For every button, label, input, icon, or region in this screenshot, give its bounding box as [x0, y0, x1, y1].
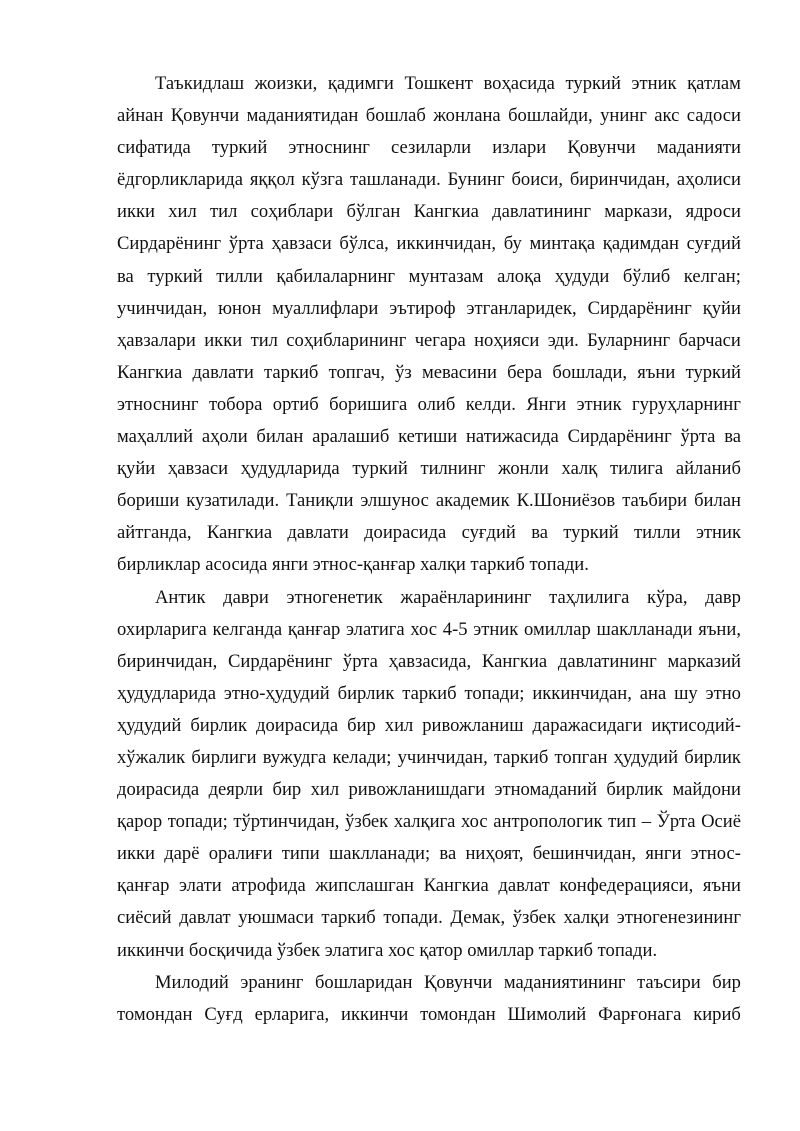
word: Осиё: [701, 811, 741, 833]
word: ҳавзаси: [271, 233, 332, 255]
word: яққол: [249, 169, 295, 191]
word: қанғар: [117, 875, 170, 897]
text-line: иккинчи босқичида ўзбек элатига хос қатор омиллар таркиб топади.: [117, 939, 658, 961]
word: халқи: [563, 907, 610, 929]
word: этногенетик: [286, 586, 383, 608]
word: маданиятидан: [246, 105, 359, 127]
word: этник: [695, 522, 741, 544]
text-line: [117, 421, 741, 453]
word: қуйи: [702, 297, 741, 319]
word: эътироф: [389, 297, 456, 319]
word: минтақа: [529, 233, 596, 255]
text-line: [117, 453, 741, 485]
word: излари: [492, 137, 547, 159]
word: келади;: [332, 746, 392, 768]
word: Сирдарёнинг: [567, 426, 672, 448]
word: келганда: [212, 618, 283, 640]
word: шу: [674, 682, 698, 704]
word: юнон: [218, 297, 262, 319]
word: маркази,: [604, 201, 673, 223]
word: учинчидан,: [117, 297, 208, 319]
word: доирасида: [255, 714, 339, 736]
word: ҳавзалари: [117, 329, 196, 351]
word: ҳудудларида: [240, 458, 340, 480]
word: бошлади,: [552, 361, 628, 383]
word: таркиб: [402, 682, 457, 704]
text-line: [117, 838, 741, 870]
word: бўлса,: [339, 233, 389, 255]
word: этно-ҳудудий: [223, 682, 330, 704]
word: қарор: [117, 811, 163, 833]
word: ва: [531, 522, 548, 544]
word: ана: [639, 682, 667, 704]
word: давр: [705, 586, 741, 608]
word: этник: [473, 618, 519, 640]
word: бирлик: [684, 746, 741, 768]
word: элатига: [346, 618, 405, 640]
word: тилли: [216, 265, 263, 287]
text-line: [117, 485, 741, 517]
word: қанғар: [287, 618, 341, 640]
text-line: [117, 68, 741, 100]
text-line: [117, 325, 741, 357]
word: тил: [210, 201, 238, 223]
word: воҳасида: [483, 73, 555, 94]
word: туркий: [352, 458, 408, 480]
paragraph: [117, 582, 741, 967]
word: шаклланади;: [328, 843, 431, 865]
word: давлатининг: [492, 201, 591, 223]
word: вужудга: [262, 746, 327, 768]
word: таъсири: [637, 971, 701, 993]
word: иқтисодий-: [651, 714, 741, 736]
word: билан: [256, 426, 304, 448]
text-line: [117, 100, 741, 132]
word: Антик: [155, 586, 206, 608]
word: яъни: [702, 875, 741, 897]
text-line: [117, 646, 741, 678]
word: хил: [384, 714, 414, 736]
word: қадимдан: [602, 233, 679, 255]
word: билан: [694, 490, 741, 512]
word: этногенезининг: [616, 907, 741, 929]
word: оралиғи: [208, 843, 273, 865]
word: бирлик: [337, 682, 395, 704]
word: бир: [712, 971, 741, 993]
word: бирлик: [190, 714, 248, 736]
word: жонлана: [433, 105, 501, 127]
text-line: [117, 582, 741, 614]
word: маданияти: [656, 137, 741, 159]
word: иккинчидан,: [532, 682, 632, 704]
word: ҳудудий: [117, 714, 182, 736]
word: икки: [117, 843, 155, 865]
word: маданиятининг: [503, 971, 626, 993]
word: таҳлилига: [549, 586, 630, 608]
word: алоқа: [497, 265, 542, 287]
word: Милодий: [155, 971, 229, 993]
word: туркий: [565, 73, 621, 94]
word: Кангкиа: [481, 650, 548, 672]
word: иккинчи: [341, 1003, 409, 1025]
word: этник: [631, 73, 677, 94]
text-line: [117, 164, 741, 196]
word: Таниқли: [286, 490, 354, 512]
word: охирларига: [117, 618, 207, 640]
word: гуруҳларнинг: [632, 393, 741, 415]
word: қабилаларнинг: [276, 265, 396, 287]
word: жоизки,: [254, 73, 318, 94]
word: Шимолий: [507, 1003, 587, 1025]
word: натижасида: [465, 426, 559, 448]
word: этноснинг: [288, 137, 370, 159]
word: бўлиб: [622, 265, 671, 287]
text-line: [117, 293, 741, 325]
word: ҳавзасида,: [388, 650, 472, 672]
word: бошлайди,: [508, 105, 593, 127]
word: деярли: [208, 779, 264, 801]
word: –: [641, 811, 652, 833]
text-line: [117, 870, 741, 902]
word: ва: [724, 426, 741, 448]
word: бўлган: [346, 201, 401, 223]
word: Қовунчи: [567, 137, 636, 159]
word: ривожланиш: [422, 714, 524, 736]
word: бир: [272, 779, 302, 801]
word: хўжалик: [117, 746, 186, 768]
word: хос: [461, 811, 488, 833]
word: таркиб: [493, 746, 549, 768]
word: биринчидан,: [117, 650, 218, 672]
word: Янги: [526, 393, 567, 415]
word: тип: [608, 811, 637, 833]
word: ҳудудий: [613, 746, 679, 768]
word: сифатида: [117, 137, 191, 159]
word: унинг: [600, 105, 647, 127]
text-line: [117, 742, 741, 774]
word: этганларидек,: [466, 297, 577, 319]
word: янги: [645, 843, 682, 865]
word: бирлик: [606, 779, 664, 801]
word: Демак,: [450, 907, 506, 929]
word: туркий: [685, 361, 741, 383]
word: конфедерацияси,: [559, 875, 694, 897]
text-line: [117, 196, 741, 228]
word: бошларидан: [314, 971, 413, 993]
word: хос: [410, 618, 438, 640]
word: Тошкент: [404, 73, 473, 94]
word: бешинчидан,: [532, 843, 637, 865]
word: Ўрта: [656, 811, 696, 833]
word: қуйи: [117, 458, 156, 480]
word: бошлаб: [365, 105, 426, 127]
word: топади;: [167, 811, 228, 833]
word: олиб: [417, 393, 456, 415]
word: эди.: [547, 329, 579, 351]
word: топгач,: [328, 361, 385, 383]
word: сезиларли: [391, 137, 472, 159]
word: элати: [178, 875, 222, 897]
word: ва: [117, 265, 134, 287]
paragraph: [117, 967, 741, 1031]
word: тўртинчидан,: [233, 811, 340, 833]
word: этномаданий: [494, 779, 597, 801]
word: Бунинг: [447, 169, 505, 191]
word: доирасида: [117, 779, 200, 801]
word: ўрта: [228, 233, 264, 255]
word: туркий: [211, 137, 268, 159]
word: уюшмаси: [238, 907, 314, 929]
word: айтганда,: [117, 522, 192, 544]
word: омиллар: [524, 618, 591, 640]
text-line: [117, 228, 741, 260]
word: этник: [576, 393, 622, 415]
word: кузатилади.: [186, 490, 280, 512]
word: ўзбек: [512, 907, 556, 929]
word: тилига: [609, 458, 664, 480]
word: тобора: [208, 393, 263, 415]
word: биринчидан,: [569, 169, 671, 191]
word: ядроси: [685, 201, 741, 223]
word: этнос-: [690, 843, 741, 865]
word: боришига: [329, 393, 408, 415]
word: топади;: [464, 682, 525, 704]
word: ниҳоят,: [465, 843, 524, 865]
word: яъни,: [698, 618, 741, 640]
text-line: [117, 357, 741, 389]
word: майдони: [672, 779, 741, 801]
word: ҳавзаси: [167, 458, 229, 480]
word: Сирдарёнинг: [117, 233, 222, 255]
word: ўзбек: [345, 811, 389, 833]
word: Буларнинг: [587, 329, 671, 351]
text-line: [117, 389, 741, 421]
word: давлати: [287, 522, 349, 544]
word: этно: [705, 682, 741, 704]
word: туркий: [147, 265, 203, 287]
paragraph: [117, 68, 741, 582]
word: ўрта: [680, 426, 716, 448]
word: ҳудуди: [554, 265, 610, 287]
word: жипслашган: [315, 875, 415, 897]
word: хил: [310, 779, 340, 801]
word: жонли: [497, 458, 549, 480]
word: ҳудудларида: [117, 682, 216, 704]
text-line: [117, 967, 741, 999]
word: бу: [503, 233, 522, 255]
word: қатлам: [687, 73, 741, 94]
word: шаклланади: [596, 618, 693, 640]
word: мевасини: [421, 361, 497, 383]
word: тилнинг: [420, 458, 486, 480]
word: тил: [250, 329, 278, 351]
word: Кангкиа: [423, 875, 489, 897]
word: Қовунчи: [170, 105, 240, 127]
word: бориши: [117, 490, 180, 512]
text-line: [117, 261, 741, 293]
word: айланиб: [675, 458, 741, 480]
word: кўзга: [301, 169, 344, 191]
word: учинчидан,: [397, 746, 488, 768]
word: ташланади.: [350, 169, 441, 191]
body-text: [117, 68, 741, 1031]
word: тилли: [634, 522, 681, 544]
text-line: [117, 774, 741, 806]
word: муаллифлари: [272, 297, 379, 319]
word: таркиб: [264, 361, 319, 383]
word: академик: [435, 490, 510, 512]
word: давлат: [179, 907, 231, 929]
word: суғдий: [686, 233, 741, 255]
word: ноҳияси: [474, 329, 540, 351]
word: Таъкидлаш: [155, 73, 245, 94]
text-line: [117, 999, 741, 1031]
word: давлат: [498, 875, 550, 897]
word: акс: [654, 105, 680, 127]
word: барчаси: [678, 329, 741, 351]
word: томондан: [117, 1003, 193, 1025]
word: боиси,: [511, 169, 563, 191]
text-line: [117, 614, 741, 646]
word: соҳиблари: [250, 201, 334, 223]
word: доирасида: [364, 522, 447, 544]
word: топган: [554, 746, 608, 768]
word: ривожланишдаги: [348, 779, 486, 801]
word: садоси: [686, 105, 741, 127]
word: томондан: [420, 1003, 496, 1025]
word: давлатининг: [557, 650, 657, 672]
word: кетиши: [398, 426, 458, 448]
text-line: [117, 710, 741, 742]
word: соҳибларининг: [286, 329, 407, 351]
word: бир: [347, 714, 376, 736]
word: таъбири: [622, 490, 688, 512]
word: яъни: [637, 361, 676, 383]
word: бирлиги: [191, 746, 257, 768]
word: 4-5: [442, 618, 468, 640]
word: таркиб: [321, 907, 376, 929]
text-line: [117, 517, 741, 549]
word: дарё: [164, 843, 200, 865]
word: ортиб: [272, 393, 319, 415]
word: келган;: [683, 265, 741, 287]
word: Кангкиа: [413, 201, 479, 223]
word: антропологик: [493, 811, 603, 833]
word: даражасидаги: [532, 714, 643, 736]
word: аралашиб: [312, 426, 390, 448]
word: мунтазам: [408, 265, 484, 287]
word: ерларига,: [254, 1003, 330, 1025]
text-line: [117, 902, 741, 934]
text-line: бирликлар асосида янги этнос-қанғар халқи таркиб топади.: [117, 554, 589, 576]
word: К.Шониёзов: [516, 490, 616, 512]
word: кўра,: [646, 586, 688, 608]
word: ўз: [395, 361, 412, 383]
word: ўрта: [342, 650, 378, 672]
word: иккинчидан,: [396, 233, 497, 255]
word: Суғд: [204, 1003, 243, 1025]
word: даври: [223, 586, 269, 608]
text-line: [117, 806, 741, 838]
word: Кангкиа: [206, 522, 273, 544]
word: давлати: [192, 361, 254, 383]
word: маҳаллий: [117, 426, 194, 448]
text-line: [117, 132, 741, 164]
word: топади.: [383, 907, 443, 929]
word: аҳоли: [201, 426, 248, 448]
word: типи: [281, 843, 320, 865]
word: марказий: [667, 650, 741, 672]
word: туркий: [563, 522, 619, 544]
word: Қовунчи: [423, 971, 493, 993]
word: эранинг: [240, 971, 304, 993]
word: кириб: [693, 1003, 741, 1025]
word: хил: [168, 201, 197, 223]
word: бера: [507, 361, 543, 383]
word: халқ: [561, 458, 598, 480]
text-line: [117, 678, 741, 710]
word: Сирдарёнинг: [228, 650, 333, 672]
word: атрофида: [231, 875, 306, 897]
word: элшунос: [360, 490, 429, 512]
word: сиёсий: [117, 907, 172, 929]
word: ёдгорликларида: [117, 169, 243, 191]
word: қадимги: [327, 73, 394, 94]
word: суғдий: [461, 522, 516, 544]
word: Кангкиа: [117, 361, 183, 383]
word: аҳолиси: [676, 169, 741, 191]
word: Фарғонага: [598, 1003, 682, 1025]
word: айнан: [117, 105, 164, 127]
word: халқига: [393, 811, 456, 833]
word: чегара: [414, 329, 466, 351]
word: икки: [117, 201, 155, 223]
word: жараёнларининг: [400, 586, 532, 608]
word: этноснинг: [117, 393, 199, 415]
word: икки: [204, 329, 243, 351]
word: ва: [439, 843, 457, 865]
word: келди.: [465, 393, 516, 415]
word: Сирдарёнинг: [587, 297, 692, 319]
